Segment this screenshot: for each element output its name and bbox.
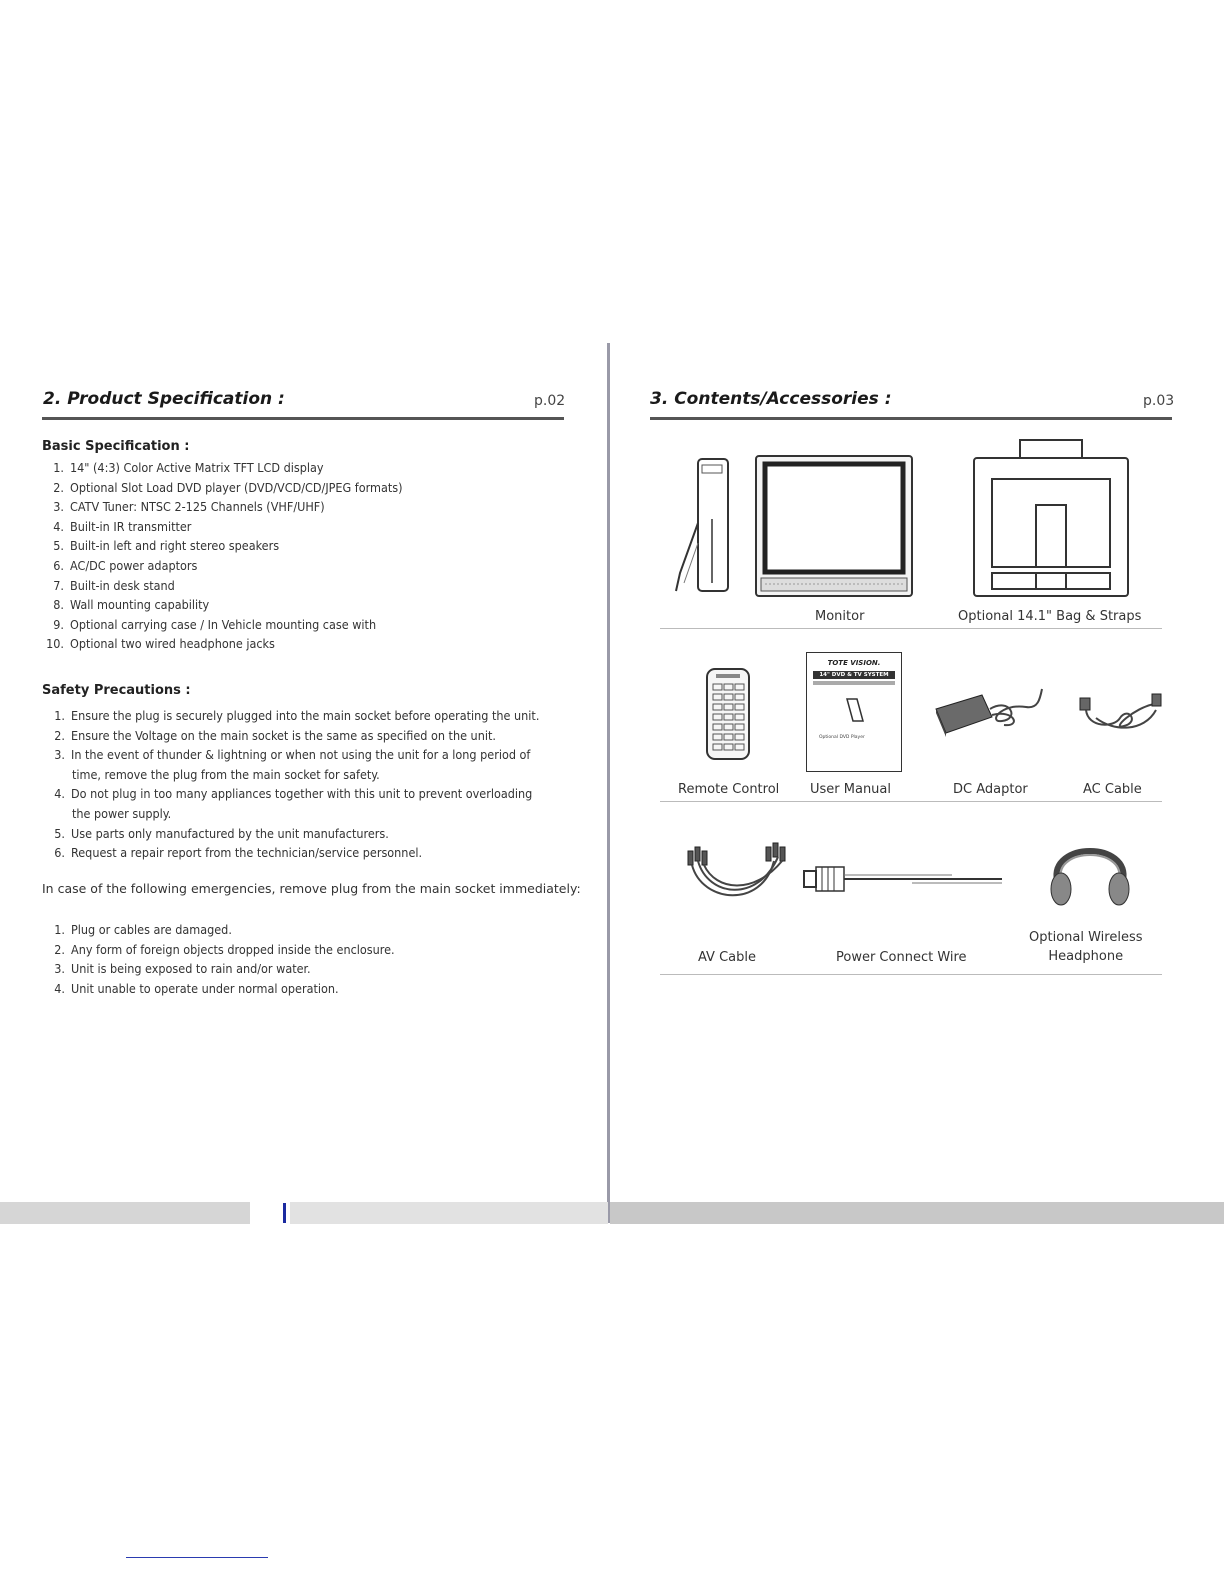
caption-remote: Remote Control xyxy=(678,782,780,797)
list-item: 4. Built-in IR transmitter xyxy=(53,518,192,534)
basic-spec-list xyxy=(34,458,403,654)
caption-dc-adaptor: DC Adaptor xyxy=(953,782,1028,797)
left-page xyxy=(0,343,608,1223)
caption-ac-cable: AC Cable xyxy=(1083,782,1142,797)
user-manual-cover xyxy=(806,652,902,772)
list-item: 9. Optional carrying case / In Vehicle mounting case with xyxy=(53,616,377,632)
list-item: 1. Plug or cables are damaged. xyxy=(54,922,232,937)
list-item: 5. Built-in left and right stereo speakers xyxy=(53,538,280,554)
list-item: 3. In the event of thunder & lightning or when not using the unit for a long period of time, remove the plug from the main socket for safety. xyxy=(54,747,531,782)
manual-title-band: 14" DVD & TV SYSTEM xyxy=(813,671,895,679)
scan-blue-mark xyxy=(283,1203,286,1223)
header-rule xyxy=(42,417,564,420)
scan-edge-right xyxy=(610,1202,1224,1224)
safety-heading: Safety Precautions : xyxy=(42,683,191,698)
page-number: p.03 xyxy=(1143,393,1175,409)
page-number: p.02 xyxy=(534,393,566,409)
scan-edge-middle xyxy=(290,1202,608,1224)
caption-bag: Optional 14.1" Bag & Straps xyxy=(958,609,1142,624)
list-item: 1. 14" (4:3) Color Active Matrix TFT LCD display xyxy=(53,460,324,475)
caption-headphone-line2: Headphone xyxy=(1048,949,1124,964)
list-item: 8. Wall mounting capability xyxy=(53,597,210,613)
list-item: 4. Do not plug in too many appliances together with this unit to prevent overloading the power supply. xyxy=(54,786,533,821)
manual-brand: TOTE VISION. xyxy=(827,659,881,667)
link-underline-mark xyxy=(126,1557,268,1558)
power-wire-illustration xyxy=(802,863,1008,893)
row-divider xyxy=(660,628,1162,629)
list-item: 2. Any form of foreign objects dropped inside the enclosure. xyxy=(54,941,395,957)
row-divider xyxy=(660,801,1162,802)
list-item: 10. Optional two wired headphone jacks xyxy=(46,636,275,652)
list-item: 3. Unit is being exposed to rain and/or water. xyxy=(54,961,311,977)
scan-edge-left xyxy=(0,1202,250,1224)
list-item: 6. Request a repair report from the technician/service personnel. xyxy=(54,845,423,861)
basic-spec-heading: Basic Specification : xyxy=(42,439,190,454)
manual-cover-icon xyxy=(807,695,901,729)
header-rule xyxy=(650,417,1172,420)
safety-list xyxy=(34,706,594,863)
av-cable-illustration xyxy=(682,833,792,913)
caption-headphone-line1: Optional Wireless xyxy=(1029,930,1143,945)
section-title: 2. Product Specification : xyxy=(43,389,285,409)
list-item: 7. Built-in desk stand xyxy=(53,577,175,593)
caption-headphone xyxy=(1029,930,1143,964)
monitor-front-illustration xyxy=(755,455,913,597)
right-page xyxy=(610,343,1224,1223)
emergency-intro: In case of the following emergencies, remove plug from the main socket immediately: xyxy=(42,881,581,896)
list-item: 6. AC/DC power adaptors xyxy=(53,557,198,573)
caption-manual: User Manual xyxy=(810,782,892,797)
list-item: 1. Ensure the plug is securely plugged into the main socket before operating the unit. xyxy=(54,708,540,723)
headphone-illustration xyxy=(1045,821,1135,909)
bag-illustration xyxy=(972,439,1130,599)
caption-av-cable: AV Cable xyxy=(698,950,756,965)
remote-control-illustration xyxy=(706,668,750,760)
list-item: 2. Ensure the Voltage on the main socket is the same as specified on the unit. xyxy=(54,727,496,743)
list-item: 5. Use parts only manufactured by the unit manufacturers. xyxy=(54,825,389,841)
ac-cable-illustration xyxy=(1074,688,1166,738)
manual-sub-band xyxy=(813,681,895,685)
row-divider xyxy=(660,974,1162,975)
caption-monitor: Monitor xyxy=(815,609,865,624)
caption-power-wire: Power Connect Wire xyxy=(836,950,967,965)
dc-adaptor-illustration xyxy=(930,679,1050,749)
list-item: 3. CATV Tuner: NTSC 2-125 Channels (VHF/UHF) xyxy=(53,499,325,515)
monitor-side-illustration xyxy=(670,453,740,597)
emergency-list xyxy=(34,920,395,998)
manual-optional-label: Optional DVD Player xyxy=(819,735,865,740)
section-title: 3. Contents/Accessories : xyxy=(650,389,892,409)
list-item: 2. Optional Slot Load DVD player (DVD/VCD/CD/JPEG formats) xyxy=(53,479,403,495)
list-item: 4. Unit unable to operate under normal operation. xyxy=(54,980,339,996)
